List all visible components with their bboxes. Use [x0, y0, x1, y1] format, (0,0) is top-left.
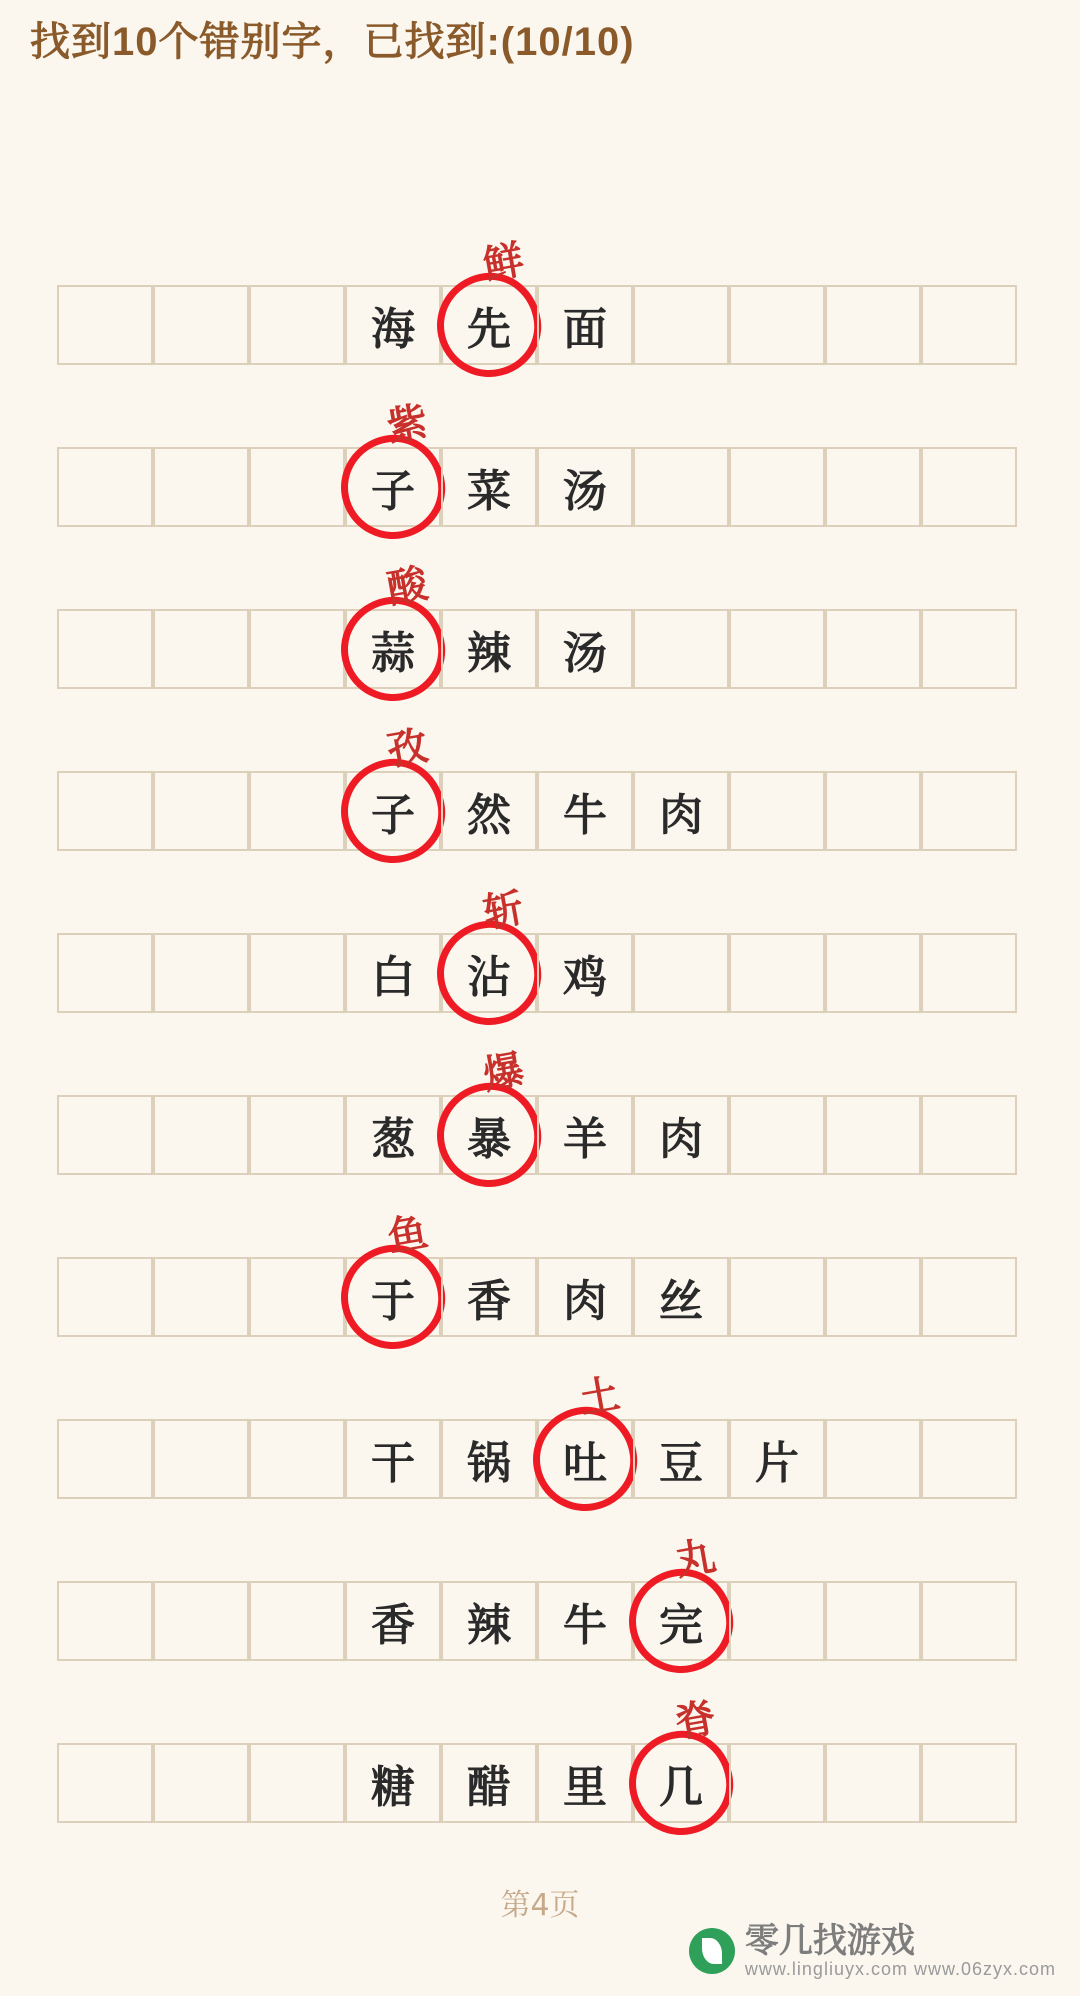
grid-cell[interactable]: 牛: [537, 771, 633, 851]
wrong-character-circle: [431, 1077, 547, 1193]
page-indicator: 第4页: [500, 1888, 580, 1923]
grid-cell-empty[interactable]: [825, 771, 921, 851]
wrong-character-circle: [623, 1725, 739, 1841]
grid-cell[interactable]: 肉: [537, 1257, 633, 1337]
wrong-character-circle: [335, 429, 451, 545]
grid-cell-empty[interactable]: [249, 285, 345, 365]
grid-cell-empty[interactable]: [57, 1581, 153, 1661]
grid-cell-empty[interactable]: [57, 1743, 153, 1823]
grid-cell-empty[interactable]: [921, 1419, 1017, 1499]
grid-cell-empty[interactable]: [729, 933, 825, 1013]
grid-cell-empty[interactable]: [921, 1257, 1017, 1337]
grid-cell-empty[interactable]: [57, 1257, 153, 1337]
grid-row: [57, 1532, 1017, 1661]
watermark: [689, 1920, 1056, 1980]
grid-cell[interactable]: 汤: [537, 447, 633, 527]
grid-cell[interactable]: 沾 斩: [441, 933, 537, 1013]
grid-cell-empty[interactable]: [57, 1419, 153, 1499]
grid-cell[interactable]: 白: [345, 933, 441, 1013]
watermark-texts: [744, 1920, 1056, 1980]
wrong-character-circle: [335, 1239, 451, 1355]
grid-cell[interactable]: 香: [441, 1257, 537, 1337]
grid-row: [57, 398, 1017, 527]
grid-cell-empty[interactable]: [825, 1257, 921, 1337]
grid-cell-empty[interactable]: [921, 1581, 1017, 1661]
grid-cell-empty[interactable]: [249, 1095, 345, 1175]
grid-row: [57, 722, 1017, 851]
grid-cell-empty[interactable]: [921, 933, 1017, 1013]
wrong-character-circle: [431, 267, 547, 383]
grid-cell[interactable]: 葱: [345, 1095, 441, 1175]
grid-cell[interactable]: 锅: [441, 1419, 537, 1499]
watermark-title: 零几找游戏: [744, 1920, 915, 1961]
grid-cell-empty[interactable]: [825, 1743, 921, 1823]
grid-cell[interactable]: 菜: [441, 447, 537, 527]
grid-row: [57, 1694, 1017, 1823]
correction-annotation: 酸: [383, 560, 432, 614]
grid-row: [57, 1208, 1017, 1337]
grid-cell[interactable]: 醋: [441, 1743, 537, 1823]
correction-annotation: 孜: [383, 722, 432, 776]
character-grid: [57, 236, 1017, 1905]
watermark-url: www.lingliuyx.com www.06zyx.com: [744, 1959, 1056, 1980]
grid-cell-empty[interactable]: [153, 1095, 249, 1175]
grid-cell-empty[interactable]: [249, 1419, 345, 1499]
grid-cell-empty[interactable]: [729, 1581, 825, 1661]
grid-cell-empty[interactable]: [57, 771, 153, 851]
grid-cell[interactable]: 吐 土: [537, 1419, 633, 1499]
grid-cell-empty[interactable]: [729, 609, 825, 689]
grid-cell-empty[interactable]: [825, 933, 921, 1013]
grid-cell-empty[interactable]: [249, 447, 345, 527]
grid-cell-empty[interactable]: [825, 285, 921, 365]
wrong-character-circle: [335, 591, 451, 707]
grid-row: [57, 236, 1017, 365]
grid-cell-empty[interactable]: [57, 1095, 153, 1175]
grid-row: [57, 884, 1017, 1013]
grid-cell-empty[interactable]: [921, 1095, 1017, 1175]
grid-cell-empty[interactable]: [825, 1095, 921, 1175]
grid-cell-empty[interactable]: [825, 1419, 921, 1499]
grid-cell-empty[interactable]: [57, 609, 153, 689]
grid-cell-empty[interactable]: [921, 447, 1017, 527]
grid-cell-empty[interactable]: [633, 933, 729, 1013]
grid-cell[interactable]: 干: [345, 1419, 441, 1499]
grid-row: [57, 1046, 1017, 1175]
grid-cell[interactable]: 香: [345, 1581, 441, 1661]
grid-cell-empty[interactable]: [249, 771, 345, 851]
grid-cell-empty[interactable]: [825, 447, 921, 527]
grid-cell-empty[interactable]: [921, 285, 1017, 365]
correction-annotation: 爆: [479, 1046, 528, 1100]
grid-cell[interactable]: 羊: [537, 1095, 633, 1175]
grid-cell-empty[interactable]: [921, 1743, 1017, 1823]
grid-cell[interactable]: 肉: [633, 771, 729, 851]
grid-cell-empty[interactable]: [249, 933, 345, 1013]
grid-cell[interactable]: 先 鲜: [441, 285, 537, 365]
grid-cell-empty[interactable]: [153, 1743, 249, 1823]
grid-cell[interactable]: 于 鱼: [345, 1257, 441, 1337]
grid-cell-empty[interactable]: [249, 1257, 345, 1337]
correction-annotation: 脊: [671, 1694, 720, 1748]
grid-cell-empty[interactable]: [153, 1257, 249, 1337]
correction-annotation: 土: [575, 1370, 624, 1424]
grid-cell[interactable]: 蒜 酸: [345, 609, 441, 689]
grid-cell-empty[interactable]: [249, 609, 345, 689]
page-title: 找到10个错别字，已找到:(10/10): [30, 20, 635, 64]
grid-cell[interactable]: 完 丸: [633, 1581, 729, 1661]
grid-cell[interactable]: 鸡: [537, 933, 633, 1013]
grid-cell-empty[interactable]: [153, 1581, 249, 1661]
wrong-character-circle: [527, 1401, 643, 1517]
correction-annotation: 鱼: [383, 1208, 432, 1262]
grid-cell-empty[interactable]: [729, 1095, 825, 1175]
grid-cell[interactable]: 牛: [537, 1581, 633, 1661]
grid-cell-empty[interactable]: [153, 447, 249, 527]
grid-row: [57, 1370, 1017, 1499]
grid-cell[interactable]: 几 脊: [633, 1743, 729, 1823]
grid-cell-empty[interactable]: [729, 1743, 825, 1823]
grid-cell-empty[interactable]: [921, 771, 1017, 851]
grid-cell-empty[interactable]: [153, 285, 249, 365]
grid-cell[interactable]: 豆: [633, 1419, 729, 1499]
grid-cell-empty[interactable]: [633, 447, 729, 527]
correction-annotation: 斩: [479, 884, 528, 938]
grid-cell[interactable]: 辣: [441, 1581, 537, 1661]
grid-cell[interactable]: 肉: [633, 1095, 729, 1175]
grid-cell[interactable]: 丝: [633, 1257, 729, 1337]
grid-cell[interactable]: 子 孜: [345, 771, 441, 851]
grid-cell-empty[interactable]: [825, 1581, 921, 1661]
grid-row: [57, 560, 1017, 689]
grid-cell-empty[interactable]: [633, 609, 729, 689]
grid-cell-empty[interactable]: [153, 771, 249, 851]
grid-cell-empty[interactable]: [153, 933, 249, 1013]
grid-cell-empty[interactable]: [729, 285, 825, 365]
correction-annotation: 紫: [383, 398, 432, 452]
wrong-character-circle: [623, 1563, 739, 1679]
grid-cell-empty[interactable]: [249, 1581, 345, 1661]
grid-cell[interactable]: 汤: [537, 609, 633, 689]
grid-cell[interactable]: 海: [345, 285, 441, 365]
grid-cell-empty[interactable]: [57, 933, 153, 1013]
grid-cell-empty[interactable]: [729, 447, 825, 527]
grid-cell-empty[interactable]: [729, 771, 825, 851]
grid-cell[interactable]: 暴 爆: [441, 1095, 537, 1175]
grid-cell[interactable]: 片: [729, 1419, 825, 1499]
grid-cell-empty[interactable]: [249, 1743, 345, 1823]
correction-annotation: 鲜: [479, 236, 528, 290]
grid-cell-empty[interactable]: [57, 285, 153, 365]
grid-cell[interactable]: 糖: [345, 1743, 441, 1823]
grid-cell[interactable]: 里: [537, 1743, 633, 1823]
grid-cell-empty[interactable]: [153, 609, 249, 689]
grid-cell[interactable]: 面: [537, 285, 633, 365]
grid-cell-empty[interactable]: [729, 1257, 825, 1337]
grid-cell[interactable]: 子 紫: [345, 447, 441, 527]
grid-cell[interactable]: 辣: [441, 609, 537, 689]
grid-cell[interactable]: 然: [441, 771, 537, 851]
correction-annotation: 丸: [671, 1532, 720, 1586]
grid-cell-empty[interactable]: [633, 285, 729, 365]
watermark-logo-icon: [689, 1928, 735, 1974]
wrong-character-circle: [335, 753, 451, 869]
grid-cell-empty[interactable]: [825, 609, 921, 689]
grid-cell-empty[interactable]: [153, 1419, 249, 1499]
grid-cell-empty[interactable]: [57, 447, 153, 527]
wrong-character-circle: [431, 915, 547, 1031]
grid-cell-empty[interactable]: [921, 609, 1017, 689]
